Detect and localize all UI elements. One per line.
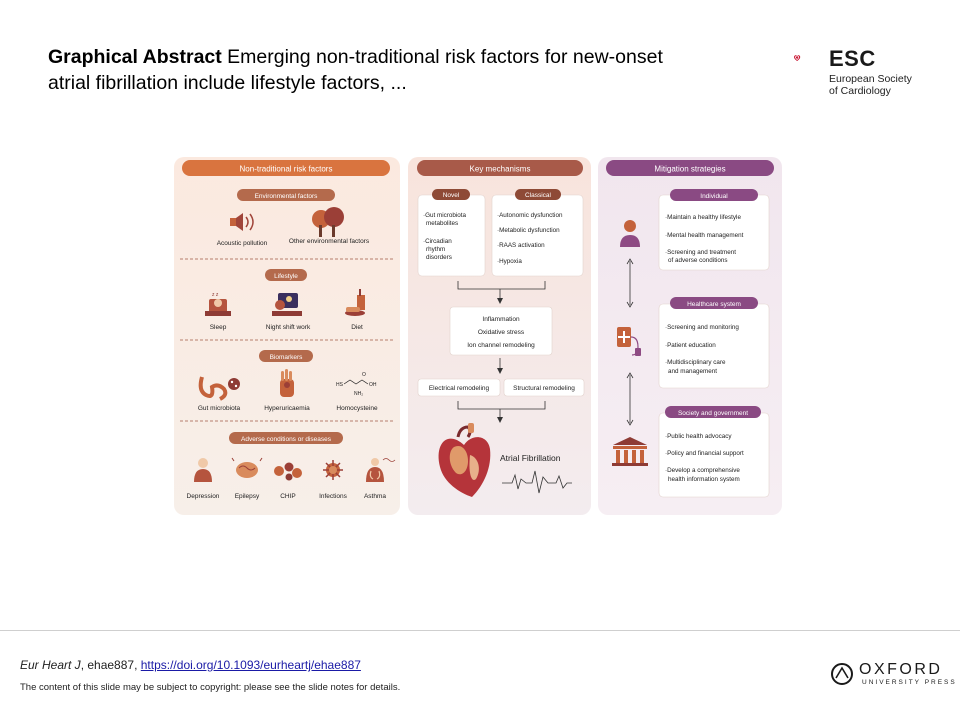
- svg-text:HS: HS: [336, 382, 343, 388]
- svg-text:z z: z z: [212, 292, 219, 298]
- society-item-1: ·Policy and financial support: [665, 450, 744, 457]
- title-rest: Emerging non-traditional risk factors for new-onset atrial fibrillation include lifestyle factors, ...: [48, 46, 663, 94]
- remodeling-item-0: Electrical remodeling: [428, 385, 490, 392]
- panel1-bg: [174, 157, 400, 515]
- novel-item-0: ·Gut microbiota metabolites: [423, 212, 467, 227]
- adverse-header: Adverse conditions or diseases: [241, 436, 331, 443]
- journal-name: Eur Heart J: [20, 658, 81, 672]
- society-header: Society and government: [677, 410, 749, 417]
- novel-item-1: ·Circadian rhythm disorders: [423, 238, 452, 261]
- novel-header: Novel: [442, 192, 460, 199]
- oxford-crest-icon: [830, 662, 854, 686]
- healthcare-item-2: ·Multidisciplinary care and management: [665, 359, 726, 375]
- society-item-2: ·Develop a comprehensive health information system: [665, 467, 740, 483]
- classical-item-0: ·Autonomic dysfunction: [497, 212, 563, 219]
- graphical-abstract: [172, 155, 784, 517]
- citation: [20, 658, 361, 672]
- adverse-item-1: Epilepsy: [234, 493, 260, 500]
- esc-line1: European Society: [829, 73, 912, 85]
- hand-joint-icon: [280, 369, 294, 397]
- mid-item-1: Oxidative stress: [477, 329, 525, 336]
- oxford-logo-text: OXFORD: [859, 661, 943, 678]
- lifestyle-item-0: Sleep: [209, 324, 227, 331]
- healthcare-item-1: ·Patient education: [665, 342, 716, 349]
- remodeling-item-1: Structural remodeling: [513, 385, 575, 392]
- esc-logo-text: ESC: [829, 46, 876, 71]
- footer-divider: [0, 630, 960, 631]
- adverse-item-0: Depression: [186, 493, 220, 500]
- panel3-header: Mitigation strategies: [654, 164, 726, 174]
- lifestyle-item-2: Diet: [351, 324, 363, 331]
- oxford-logo-subtitle: UNIVERSITY PRESS: [862, 679, 957, 686]
- panel2-header: Key mechanisms: [469, 164, 531, 174]
- mid-item-2: Ion channel remodeling: [467, 342, 535, 349]
- classical-item-3: ·Hypoxia: [497, 258, 522, 265]
- doi-link[interactable]: https://doi.org/10.1093/eurheartj/ehae887: [140, 658, 361, 672]
- panel1-header: Non-traditional risk factors: [239, 164, 333, 174]
- biomarkers-item-2: Homocysteine: [336, 405, 378, 412]
- biomarkers-item-1: Hyperuricaemia: [264, 405, 310, 412]
- title-bold: Graphical Abstract: [48, 46, 222, 68]
- classical-header: Classical: [524, 192, 552, 199]
- article-id: , ehae887,: [80, 658, 141, 672]
- adverse-item-2: CHIP: [280, 493, 296, 500]
- lifestyle-header: Lifestyle: [274, 273, 298, 280]
- individual-item-1: ·Mental health management: [665, 232, 744, 239]
- infection-virus-icon: [323, 460, 343, 480]
- copyright-notice: The content of this slide may be subject to copyright: please see the slide notes for details.: [20, 682, 401, 693]
- individual-item-2: ·Screening and treatment of adverse conditions: [665, 249, 737, 264]
- biomarkers-item-0: Gut microbiota: [197, 405, 241, 412]
- society-item-0: ·Public health advocacy: [665, 433, 732, 440]
- esc-heart-icon: [793, 44, 827, 78]
- biomarkers-header: Biomarkers: [269, 354, 303, 361]
- healthcare-header: Healthcare system: [687, 301, 741, 308]
- svg-text:OH: OH: [369, 382, 377, 388]
- env-header: Environmental factors: [254, 193, 318, 200]
- individual-header: Individual: [700, 193, 728, 200]
- slide-title: [48, 44, 688, 96]
- svg-text:O: O: [362, 372, 366, 378]
- healthcare-item-0: ·Screening and monitoring: [665, 324, 739, 331]
- classical-item-1: ·Metabolic dysfunction: [497, 227, 560, 234]
- esc-line2: of Cardiology: [829, 85, 891, 97]
- env-item-1: Other environmental factors: [288, 238, 370, 245]
- lifestyle-item-1: Night shift work: [265, 324, 311, 331]
- svg-text:NH₂: NH₂: [354, 391, 364, 397]
- env-item-0: Acoustic pollution: [216, 240, 268, 247]
- esc-logo-subtitle: [829, 73, 912, 97]
- classical-item-2: ·RAAS activation: [497, 242, 545, 249]
- outcome-label: Atrial Fibrillation: [500, 453, 561, 463]
- mid-item-0: Inflammation: [482, 316, 520, 323]
- adverse-item-4: Asthma: [363, 493, 387, 500]
- adverse-item-3: Infections: [319, 493, 347, 500]
- individual-item-0: ·Maintain a healthy lifestyle: [665, 214, 741, 221]
